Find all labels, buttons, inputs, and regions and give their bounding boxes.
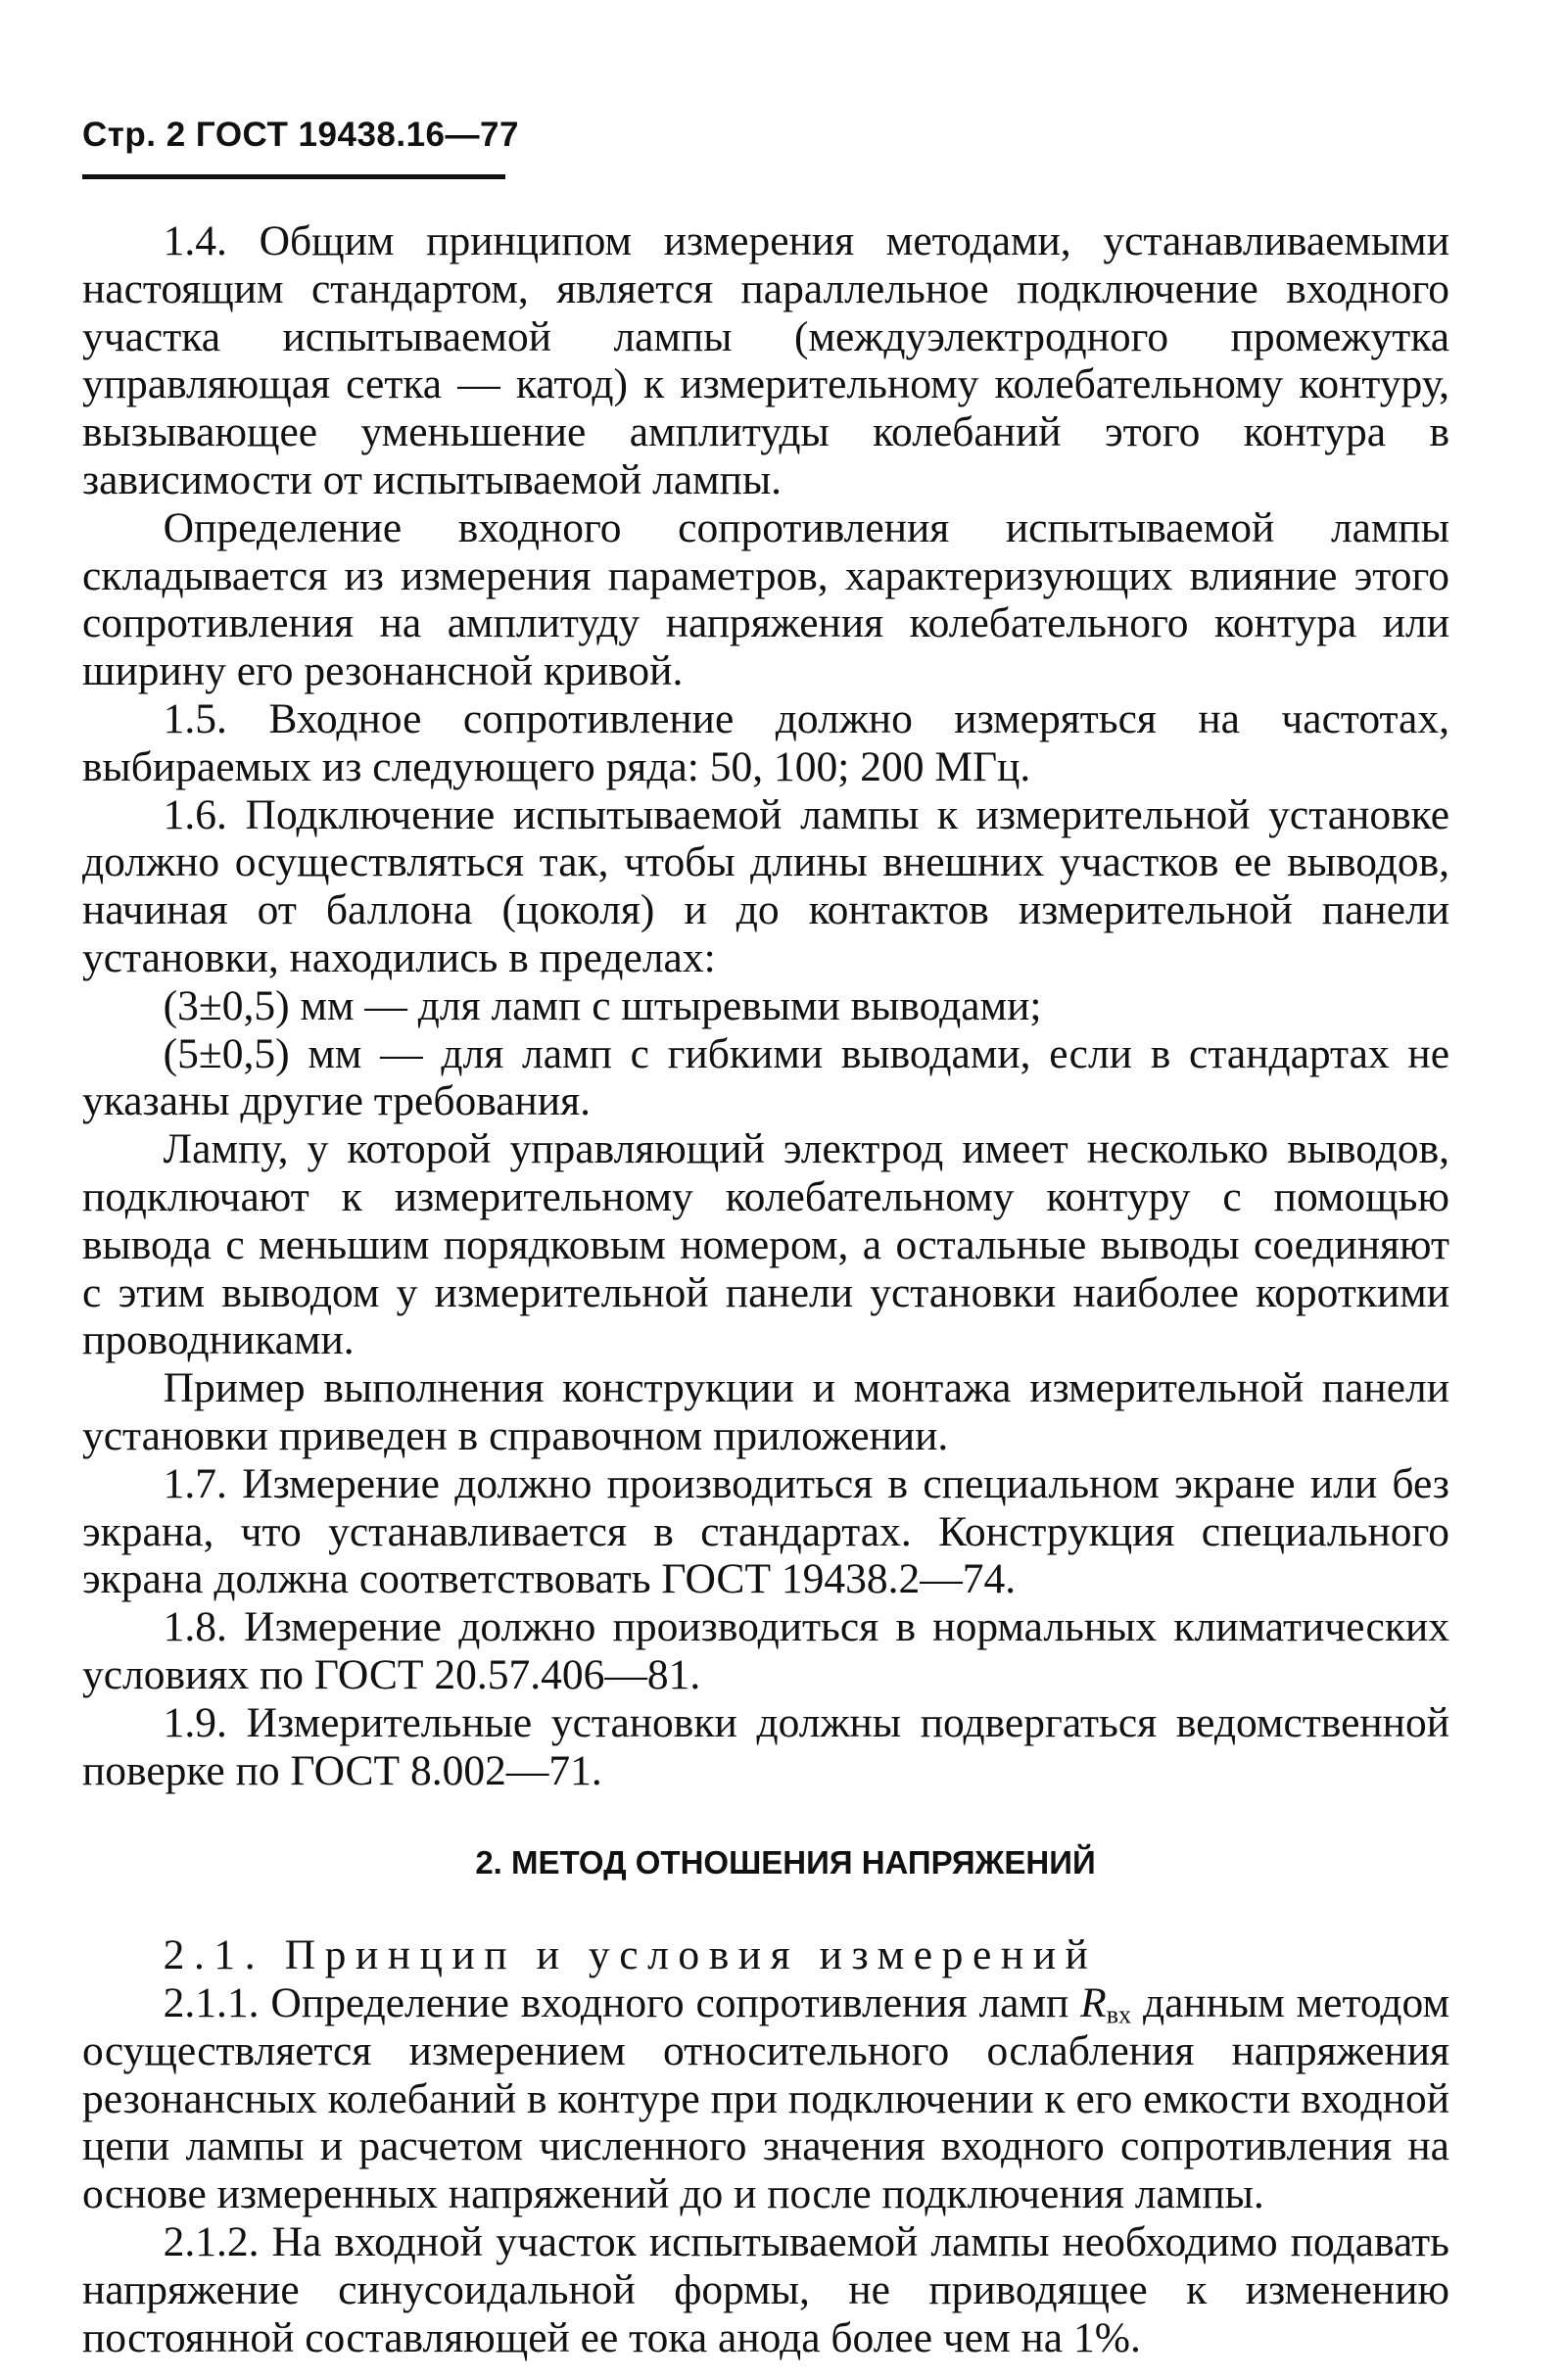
paragraph-2-1-1 bbox=[82, 1979, 1449, 2218]
paragraph-2-1-2: 2.1.2. На входной участок испытываемой лампы необходимо подавать напряжение синусоидальной формы, не приводящее к изменению постоянной составляющей ее тока анода более чем на 1%. bbox=[82, 2218, 1449, 2361]
paragraph-1-7: 1.7. Измерение должно производиться в специальном экране или без экрана, что устанавливается в стандартах. Конструкция специального экрана должна соответствовать ГОСТ 19438.2—74. bbox=[82, 1459, 1449, 1603]
resistance-symbol: R bbox=[1080, 1979, 1107, 2027]
paragraph-2-1-1-start: 2.1.1. Определение входного сопротивления ламп bbox=[163, 1979, 1081, 2027]
paragraph-1-8: 1.8. Измерение должно производиться в нормальных климатических условиях по ГОСТ 20.57.406—81. bbox=[82, 1603, 1449, 1698]
resistance-subscript: вх bbox=[1106, 2000, 1132, 2029]
page-header: Стр. 2 ГОСТ 19438.16—77 bbox=[82, 116, 519, 154]
paragraph-1-4: 1.4. Общим принципом измерения методами, устанавливаемыми настоящим стандартом, является параллельное подключение входного участка испытываемой лампы (междуэлектродного промежутка управляющая сетка — катод) к измерительному колебательному контуру, вызывающее уменьшение амплитуды колебаний этого контура в зависимости от испытываемой лампы. bbox=[82, 217, 1449, 503]
paragraph-input-resistance-definition: Определение входного сопротивления испытываемой лампы складывается из измерения параметров, характеризующих влияние этого сопротивления на амплитуду напряжения колебательного контура или ширину его резонансной кривой. bbox=[82, 503, 1449, 695]
paragraph-1-9: 1.9. Измерительные установки должны подвергаться ведомственной поверке по ГОСТ 8.002—71. bbox=[82, 1698, 1449, 1794]
paragraph-1-6: 1.6. Подключение испытываемой лампы к измерительной установке должно осуществляться так, чтобы длины внешних участков ее выводов, начиная от баллона (цоколя) и до контактов измерительной панели установки, находились в пределах: bbox=[82, 790, 1449, 981]
paragraph-flexible-leads: (5±0,5) мм — для ламп с гибкими выводами, если в стандартах не указаны другие требования. bbox=[82, 1029, 1449, 1125]
section-2-heading: 2. МЕТОД ОТНОШЕНИЯ НАПРЯЖЕНИЙ bbox=[475, 1844, 1096, 1881]
paragraph-multiple-leads: Лампу, у которой управляющий электрод имеет несколько выводов, подключают к измерительному колебательному контуру с помощью вывода с меньшим порядковым номером, а остальные выводы соединяют с этим выводом у измерительной панели установки наиболее короткими проводниками. bbox=[82, 1125, 1449, 1364]
paragraph-1-5: 1.5. Входное сопротивление должно измеряться на частотах, выбираемых из следующего ряда: 50, 100; 200 МГц. bbox=[82, 694, 1449, 790]
paragraph-pin-leads: (3±0,5) мм — для ламп с штыревыми выводами; bbox=[163, 981, 1042, 1029]
document-body bbox=[82, 217, 1449, 2361]
paragraph-panel-example: Пример выполнения конструкции и монтажа измерительной панели установки приведен в справочном приложении. bbox=[82, 1364, 1449, 1459]
paragraph-2-1-1-end: данным методом осуществляется измерением относительного ослабления напряжения резонансных колебаний в контуре при подключении к его емкости входной цепи лампы и расчетом численного значения входного сопротивления на основе измеренных напряжений до и после подключения лампы. bbox=[82, 1979, 1449, 2218]
header-rule bbox=[82, 174, 505, 179]
subsection-2-1-title: 2.1. Принцип и условия измерений bbox=[163, 1931, 1098, 1979]
